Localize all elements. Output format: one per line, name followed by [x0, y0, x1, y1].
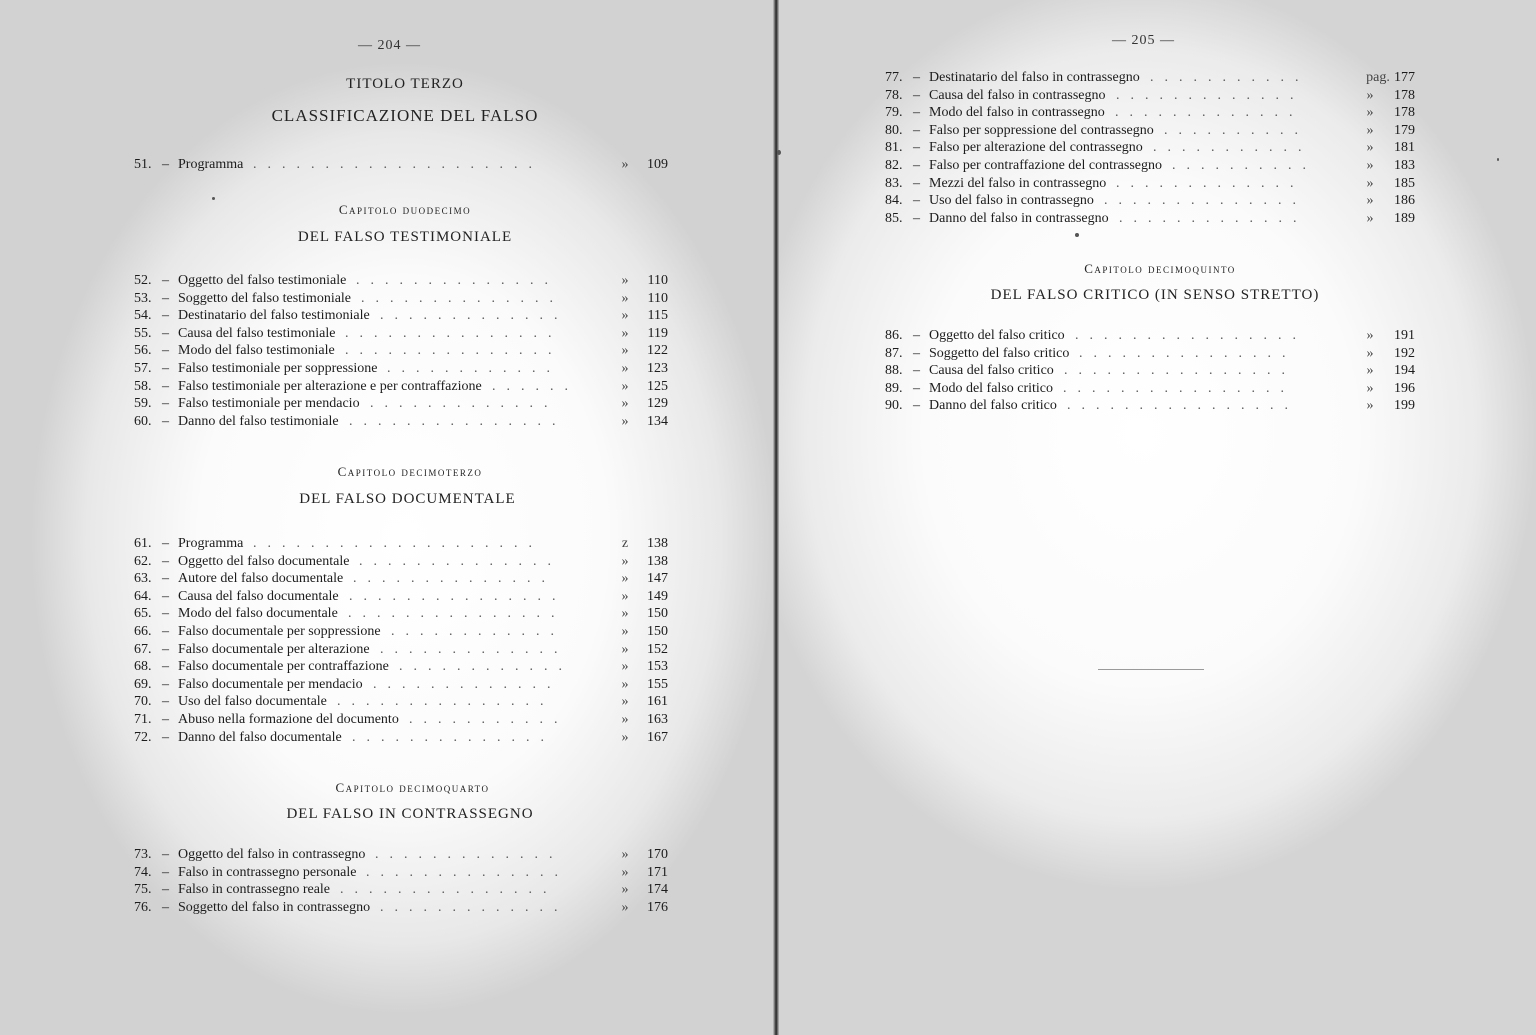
- entry-page-number: 191: [1394, 328, 1415, 343]
- entry-number: 70.: [134, 694, 152, 710]
- entry-page-number: 183: [1394, 158, 1415, 173]
- book-gutter: [773, 0, 779, 1035]
- entry-page-number: 122: [647, 343, 668, 359]
- entry-dash: –: [162, 273, 169, 288]
- entry-number: 58.: [134, 378, 152, 394]
- entry-leader-dots: ..............: [356, 273, 559, 288]
- toc-entry: [134, 290, 674, 308]
- toc-entry: [885, 139, 1421, 157]
- entry-ditto-mark: »: [621, 694, 629, 710]
- entry-ditto-mark: »: [1366, 363, 1374, 379]
- entry-number: 73.: [134, 847, 152, 862]
- entry-dash: –: [162, 361, 169, 376]
- print-speck: [212, 197, 215, 200]
- entry-ditto-mark: z: [621, 536, 629, 551]
- entry-ditto-mark: »: [621, 361, 629, 376]
- entry-ditto-mark: »: [1366, 328, 1374, 343]
- toc-entry: [885, 362, 1421, 380]
- toc-entry: [134, 864, 674, 882]
- entry-title: Destinatario del falso testimoniale: [178, 308, 370, 324]
- entry-dash: –: [913, 70, 920, 85]
- entry-ditto-mark: »: [1366, 175, 1374, 191]
- entry-dash: –: [162, 624, 169, 639]
- entry-ditto-mark: »: [621, 588, 629, 604]
- entry-page-number: 152: [647, 641, 668, 657]
- entry-number: 60.: [134, 413, 152, 429]
- entry-page-number: 161: [647, 694, 668, 710]
- toc-entry: [134, 899, 674, 917]
- entry-leader-dots: ..............: [366, 864, 569, 880]
- toc-entry: [134, 272, 674, 290]
- entry-number: 72.: [134, 729, 152, 745]
- entry-page-number: 109: [647, 157, 668, 172]
- entry-dash: –: [913, 140, 920, 156]
- entry-leader-dots: ...............: [349, 413, 567, 429]
- toc-entry: [134, 395, 674, 413]
- entry-page-number: 155: [647, 676, 668, 692]
- entry-ditto-mark: »: [621, 676, 629, 692]
- entry-title: Modo del falso testimoniale: [178, 343, 335, 359]
- entry-dash: –: [913, 210, 920, 226]
- entry-dash: –: [162, 325, 169, 341]
- part-subtitle: CLASSIFICAZIONE DEL FALSO: [271, 106, 539, 125]
- entry-dash: –: [913, 175, 920, 191]
- entry-ditto-mark: »: [1366, 380, 1374, 396]
- entry-leader-dots: ................: [1063, 380, 1295, 396]
- entry-number: 86.: [885, 328, 903, 343]
- toc-entry: [885, 87, 1421, 105]
- entry-title: Programma: [178, 157, 244, 172]
- entry-leader-dots: ...............: [1079, 345, 1297, 361]
- entry-number: 68.: [134, 659, 152, 675]
- entry-ditto-mark: »: [1366, 158, 1374, 173]
- toc-entry: [134, 342, 674, 360]
- entry-page-number: 149: [647, 588, 668, 604]
- toc-entry: [134, 693, 674, 711]
- entry-leader-dots: .............: [1119, 210, 1308, 226]
- entry-dash: –: [162, 712, 169, 727]
- entry-page-number: 138: [647, 553, 668, 569]
- entry-title: Falso documentale per alterazione: [178, 641, 370, 657]
- entry-page-number: 115: [647, 308, 668, 324]
- toc-entry: [134, 307, 674, 325]
- entry-dash: –: [162, 396, 169, 412]
- entry-leader-dots: ............: [399, 659, 573, 675]
- entry-dash: –: [913, 398, 920, 414]
- toc-entry: [134, 711, 674, 729]
- entry-number: 55.: [134, 325, 152, 341]
- entry-title: Soggetto del falso critico: [929, 345, 1070, 361]
- entry-ditto-mark: »: [1366, 140, 1374, 156]
- toc-entry: [134, 605, 674, 623]
- toc-entry: [885, 157, 1421, 175]
- entry-number: 90.: [885, 398, 903, 414]
- entry-ditto-mark: »: [621, 606, 629, 622]
- entry-dash: –: [913, 105, 920, 121]
- entry-leader-dots: .............: [375, 847, 564, 862]
- toc-entry: [134, 846, 674, 864]
- entry-number: 61.: [134, 536, 152, 551]
- entry-title: Falso per contraffazione del contrassegno: [929, 158, 1162, 173]
- entry-page-number: 167: [647, 729, 668, 745]
- toc-entry: [134, 325, 674, 343]
- entry-leader-dots: ...............: [348, 606, 566, 622]
- entry-ditto-mark: »: [621, 396, 629, 412]
- entry-dash: –: [162, 847, 169, 862]
- entry-leader-dots: ...............: [345, 343, 563, 359]
- entry-page-number: 174: [647, 882, 668, 898]
- entry-page-number: 125: [647, 378, 668, 394]
- entry-title: Oggetto del falso documentale: [178, 553, 350, 569]
- entry-ditto-mark: »: [621, 273, 629, 288]
- entry-number: 83.: [885, 175, 903, 191]
- entry-ditto-mark: »: [621, 624, 629, 639]
- entry-dash: –: [913, 380, 920, 396]
- entry-number: 57.: [134, 361, 152, 376]
- entry-title: Falso testimoniale per alterazione e per contraffazione: [178, 378, 482, 394]
- entry-title: Falso documentale per mendacio: [178, 676, 363, 692]
- toc-entry: [134, 413, 674, 431]
- chapter-15-label: Capitolo decimoquinto: [1084, 261, 1236, 276]
- entry-ditto-mark: »: [621, 378, 629, 394]
- entry-dash: –: [162, 157, 169, 172]
- entry-number: 56.: [134, 343, 152, 359]
- entry-leader-dots: ...........: [1153, 140, 1313, 156]
- entry-title: Modo del falso documentale: [178, 606, 338, 622]
- entry-ditto-mark: »: [621, 882, 629, 898]
- entry-page-number: 178: [1394, 87, 1415, 103]
- toc-entry: [134, 378, 674, 396]
- entry-leader-dots: ................: [1075, 328, 1307, 343]
- entry-number: 87.: [885, 345, 903, 361]
- entry-ditto-mark: »: [621, 413, 629, 429]
- toc-entry: [134, 676, 674, 694]
- entry-leader-dots: .............: [380, 641, 569, 657]
- entry-number: 53.: [134, 290, 152, 306]
- entry-number: 76.: [134, 899, 152, 915]
- entry-ditto-mark: »: [621, 553, 629, 569]
- entry-dash: –: [913, 363, 920, 379]
- entry-number: 89.: [885, 380, 903, 396]
- entry-leader-dots: ..............: [353, 571, 556, 587]
- entry-title: Falso testimoniale per mendacio: [178, 396, 360, 412]
- entry-number: 51.: [134, 157, 152, 172]
- entry-number: 77.: [885, 70, 903, 85]
- entry-number: 75.: [134, 882, 152, 898]
- chapter-12-label: Capitolo duodecimo: [338, 202, 472, 217]
- entry-ditto-mark: »: [621, 290, 629, 306]
- entry-title: Modo del falso in contrassegno: [929, 105, 1105, 121]
- toc-entry: [134, 553, 674, 571]
- chapter-15-title: DEL FALSO CRITICO (IN SENSO STRETTO): [990, 287, 1320, 303]
- entry-title: Modo del falso critico: [929, 380, 1054, 396]
- entry-number: 85.: [885, 210, 903, 226]
- entry-number: 62.: [134, 553, 152, 569]
- right-page-number: — 205 —: [1112, 33, 1175, 48]
- entry-dash: –: [162, 659, 169, 675]
- toc-entry: [134, 881, 674, 899]
- entry-leader-dots: ................: [1067, 398, 1299, 414]
- entry-ditto-mark: »: [621, 899, 629, 915]
- entry-leader-dots: ...............: [349, 588, 567, 604]
- entry-page-number: 150: [647, 606, 668, 622]
- chapter-12-title: DEL FALSO TESTIMONIALE: [297, 229, 513, 245]
- entry-dash: –: [913, 193, 920, 209]
- entry-dash: –: [162, 343, 169, 359]
- entry-title: Abuso nella formazione del documento: [178, 712, 399, 727]
- entry-ditto-mark: »: [1366, 122, 1374, 138]
- chapter-13-label: Capitolo decimoterzo: [337, 464, 483, 479]
- entry-page-number: 194: [1394, 363, 1415, 379]
- entry-title: Oggetto del falso critico: [929, 328, 1065, 343]
- entry-title: Falso documentale per contraffazione: [178, 659, 389, 675]
- entry-title: Mezzi del falso in contrassegno: [929, 175, 1107, 191]
- entry-ditto-mark: »: [621, 729, 629, 745]
- entry-ditto-mark: pag.: [1366, 70, 1390, 85]
- print-speck: [1497, 158, 1499, 161]
- entry-page-number: 178: [1394, 105, 1415, 121]
- entry-leader-dots: ..............: [361, 290, 564, 306]
- entry-leader-dots: .............: [373, 676, 562, 692]
- entry-ditto-mark: »: [621, 847, 629, 862]
- toc-entry: [134, 623, 674, 641]
- entry-leader-dots: ......: [492, 378, 579, 394]
- entry-page-number: 147: [647, 571, 668, 587]
- entry-title: Danno del falso in contrassegno: [929, 210, 1109, 226]
- entry-ditto-mark: »: [621, 659, 629, 675]
- entry-leader-dots: ....................: [253, 157, 543, 172]
- entry-dash: –: [162, 864, 169, 880]
- entry-ditto-mark: »: [1366, 398, 1374, 414]
- entry-number: 88.: [885, 363, 903, 379]
- entry-page-number: 150: [647, 624, 668, 639]
- entry-dash: –: [913, 87, 920, 103]
- toc-entry: [134, 535, 674, 553]
- entry-number: 80.: [885, 122, 903, 138]
- entry-leader-dots: ..........: [1172, 158, 1317, 173]
- entry-ditto-mark: »: [1366, 105, 1374, 121]
- entry-leader-dots: ...........: [409, 712, 569, 727]
- entry-title: Falso per alterazione del contrassegno: [929, 140, 1143, 156]
- entry-ditto-mark: »: [621, 641, 629, 657]
- entry-dash: –: [913, 122, 920, 138]
- entry-ditto-mark: »: [621, 325, 629, 341]
- toc-entry: [134, 729, 674, 747]
- entry-title: Uso del falso documentale: [178, 694, 327, 710]
- entry-title: Falso in contrassegno reale: [178, 882, 331, 898]
- entry-leader-dots: ............: [387, 361, 561, 376]
- entry-number: 81.: [885, 140, 903, 156]
- entry-ditto-mark: »: [621, 157, 629, 172]
- entry-page-number: 138: [647, 536, 668, 551]
- entry-page-number: 129: [647, 396, 668, 412]
- entry-title: Falso in contrassegno personale: [178, 864, 357, 880]
- entry-dash: –: [162, 899, 169, 915]
- toc-entry: [885, 345, 1421, 363]
- entry-title: Danno del falso documentale: [178, 729, 342, 745]
- entry-page-number: 170: [647, 847, 668, 862]
- page-end-rule: [1098, 669, 1204, 670]
- entry-number: 65.: [134, 606, 152, 622]
- entry-page-number: 192: [1394, 345, 1415, 361]
- entry-ditto-mark: »: [621, 571, 629, 587]
- entry-title: Soggetto del falso testimoniale: [178, 290, 352, 306]
- entry-leader-dots: ............: [391, 624, 565, 639]
- toc-entry: [885, 122, 1421, 140]
- entry-dash: –: [162, 553, 169, 569]
- entry-title: Oggetto del falso testimoniale: [178, 273, 347, 288]
- entry-ditto-mark: »: [621, 712, 629, 727]
- entry-leader-dots: ..........: [1164, 122, 1309, 138]
- toc-entry: [134, 588, 674, 606]
- entry-title: Uso del falso in contrassegno: [929, 193, 1094, 209]
- entry-ditto-mark: »: [1366, 345, 1374, 361]
- entry-title: Causa del falso in contrassegno: [929, 87, 1106, 103]
- entry-number: 84.: [885, 193, 903, 209]
- entry-leader-dots: ...............: [337, 694, 555, 710]
- toc-entry: [885, 104, 1421, 122]
- entry-dash: –: [162, 606, 169, 622]
- entry-number: 71.: [134, 712, 152, 727]
- entry-page-number: 119: [647, 325, 668, 341]
- entry-title: Oggetto del falso in contrassegno: [178, 847, 366, 862]
- entry-page-number: 171: [647, 864, 668, 880]
- print-speck: [1075, 233, 1079, 237]
- entry-ditto-mark: »: [621, 308, 629, 324]
- toc-entry: [885, 192, 1421, 210]
- entry-title: Causa del falso documentale: [178, 588, 339, 604]
- entry-number: 52.: [134, 273, 152, 288]
- entry-title: Falso testimoniale per soppressione: [178, 361, 378, 376]
- entry-dash: –: [162, 571, 169, 587]
- entry-title: Autore del falso documentale: [178, 571, 344, 587]
- entry-leader-dots: ....................: [253, 536, 543, 551]
- entry-page-number: 110: [647, 290, 668, 306]
- entry-leader-dots: .............: [1116, 87, 1305, 103]
- entry-number: 74.: [134, 864, 152, 880]
- entry-title: Destinatario del falso in contrassegno: [929, 70, 1140, 85]
- entry-page-number: 110: [647, 273, 668, 288]
- entry-leader-dots: ................: [1064, 363, 1296, 379]
- entry-ditto-mark: »: [621, 864, 629, 880]
- entry-title: Causa del falso critico: [929, 363, 1054, 379]
- toc-entry: [885, 380, 1421, 398]
- entry-leader-dots: ...........: [1150, 70, 1310, 85]
- entry-number: 63.: [134, 571, 152, 587]
- entry-ditto-mark: »: [1366, 87, 1374, 103]
- entry-title: Soggetto del falso in contrassegno: [178, 899, 371, 915]
- left-page-number: — 204 —: [358, 38, 421, 53]
- entry-leader-dots: .............: [1115, 105, 1304, 121]
- toc-entry: [134, 360, 674, 378]
- toc-entry: [134, 641, 674, 659]
- entry-ditto-mark: »: [1366, 193, 1374, 209]
- entry-dash: –: [913, 158, 920, 173]
- entry-page-number: 123: [647, 361, 668, 376]
- entry-dash: –: [162, 378, 169, 394]
- toc-entry: [134, 658, 674, 676]
- entry-dash: –: [162, 729, 169, 745]
- entry-leader-dots: ...............: [340, 882, 558, 898]
- toc-entry: [885, 69, 1421, 87]
- entry-ditto-mark: »: [1366, 210, 1374, 226]
- entry-page-number: 176: [647, 899, 668, 915]
- entry-number: 82.: [885, 158, 903, 173]
- print-speck: [777, 150, 781, 155]
- chapter-14-title: DEL FALSO IN CONTRASSEGNO: [286, 806, 534, 822]
- entry-number: 79.: [885, 105, 903, 121]
- entry-leader-dots: ..............: [352, 729, 555, 745]
- entry-number: 54.: [134, 308, 152, 324]
- toc-entry: [134, 156, 674, 174]
- entry-leader-dots: ...............: [345, 325, 563, 341]
- entry-leader-dots: ..............: [359, 553, 562, 569]
- entry-page-number: 153: [647, 659, 668, 675]
- entry-dash: –: [913, 345, 920, 361]
- entry-title: Falso per soppressione del contrassegno: [929, 122, 1154, 138]
- entry-dash: –: [162, 882, 169, 898]
- entry-page-number: 181: [1394, 140, 1415, 156]
- entry-page-number: 179: [1394, 122, 1415, 138]
- toc-entry: [885, 210, 1421, 228]
- entry-page-number: 189: [1394, 210, 1415, 226]
- entry-leader-dots: .............: [1116, 175, 1305, 191]
- entry-page-number: 185: [1394, 175, 1415, 191]
- entry-dash: –: [162, 641, 169, 657]
- toc-entry: [885, 397, 1421, 415]
- entry-leader-dots: ..............: [1104, 193, 1307, 209]
- part-title: TITOLO TERZO: [346, 76, 464, 92]
- entry-dash: –: [162, 694, 169, 710]
- entry-leader-dots: .............: [370, 396, 559, 412]
- entry-page-number: 177: [1394, 70, 1415, 85]
- entry-leader-dots: .............: [380, 308, 569, 324]
- entry-number: 67.: [134, 641, 152, 657]
- entry-number: 66.: [134, 624, 152, 639]
- chapter-13-title: DEL FALSO DOCUMENTALE: [299, 491, 516, 507]
- entry-dash: –: [162, 588, 169, 604]
- entry-number: 59.: [134, 396, 152, 412]
- entry-page-number: 134: [647, 413, 668, 429]
- toc-entry: [134, 570, 674, 588]
- entry-page-number: 186: [1394, 193, 1415, 209]
- entry-page-number: 196: [1394, 380, 1415, 396]
- entry-number: 64.: [134, 588, 152, 604]
- entry-title: Causa del falso testimoniale: [178, 325, 336, 341]
- toc-entry: [885, 175, 1421, 193]
- entry-title: Danno del falso testimoniale: [178, 413, 339, 429]
- entry-dash: –: [162, 290, 169, 306]
- chapter-14-label: Capitolo decimoquarto: [335, 780, 490, 795]
- entry-page-number: 199: [1394, 398, 1415, 414]
- entry-ditto-mark: »: [621, 343, 629, 359]
- entry-number: 78.: [885, 87, 903, 103]
- entry-number: 69.: [134, 676, 152, 692]
- entry-title: Programma: [178, 536, 244, 551]
- entry-title: Danno del falso critico: [929, 398, 1057, 414]
- entry-dash: –: [162, 536, 169, 551]
- entry-title: Falso documentale per soppressione: [178, 624, 381, 639]
- entry-dash: –: [162, 308, 169, 324]
- entry-dash: –: [913, 328, 920, 343]
- toc-entry: [885, 327, 1421, 345]
- entry-dash: –: [162, 413, 169, 429]
- entry-dash: –: [162, 676, 169, 692]
- entry-leader-dots: .............: [380, 899, 569, 915]
- entry-page-number: 163: [647, 712, 668, 727]
